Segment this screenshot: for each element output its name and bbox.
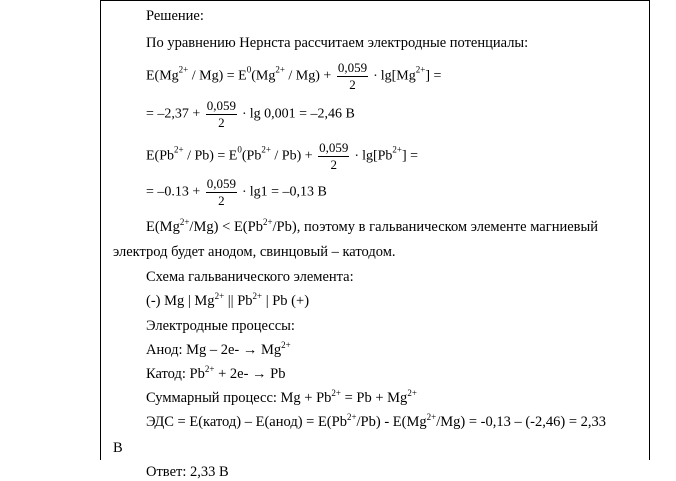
equation-pb-result: = –0.13 + $\frac{0,059}{2}$ · lg1 = –0,13 В (146, 176, 327, 208)
equation-pb-nernst: $E(Pb^{2+} / Pb) = E^0(Pb^{2+} / Pb)$ + $\frac{0,059}{2}$ · $\lg[Pb^{2+}]$ = (146, 140, 419, 172)
table-border-top (100, 0, 650, 1)
table-border-left (100, 0, 101, 460)
emf-line: ЭДС = Е(катод) – Е(анод) = $E(Pb^{2+}/Pb) - E(Mg^{2+}/Mg) = -0,13 - (-2,46) = 2,33$ (146, 412, 606, 430)
processes-title: Электродные процессы: (146, 318, 295, 334)
emf-unit: В (113, 440, 123, 456)
solution-heading: Решение: (146, 8, 204, 24)
cell-scheme: (-) Mg | $Mg^{2+}$ || $Pb^{2+}$ | Pb (+) (146, 291, 310, 309)
fraction: $\frac{0,059}{2}$ (319, 140, 349, 172)
fraction: $\frac{0,059}{2}$ (337, 60, 368, 92)
cathode-process: Катод: $Pb^{2+} + 2e- \to Pb$ (146, 364, 286, 382)
anode-process: Анод: $Mg - 2e- \to Mg^{2+}$ (146, 340, 291, 358)
fraction: $\frac{0,059}{2}$ (206, 176, 237, 208)
scheme-title: Схема гальванического элемента: (146, 269, 354, 285)
equation-mg-nernst: $E(Mg^{2+} / Mg) = E^0(Mg^{2+} / Mg)$ + $\frac{0,059}{2}$ · $\lg[Mg^{2+}]$ = (146, 60, 442, 92)
fraction: $\frac{0,059}{2}$ (206, 98, 237, 130)
comparison-line-1: $E(Mg^{2+}/Mg) < E(Pb^{2+}/Pb)$, поэтому в гальваническом элементе магниевый (146, 217, 598, 235)
answer-text: Ответ: 2,33 В (146, 464, 229, 480)
equation-mg-result: = –2,37 + $\frac{0,059}{2}$ · lg 0,001 = –2,46 В (146, 98, 355, 130)
total-process: Суммарный процесс: $Mg + Pb^{2+} = Pb + Mg^{2+}$ (146, 388, 417, 406)
intro-text: По уравнению Нернста рассчитаем электродные потенциалы: (146, 35, 529, 51)
comparison-line-2: электрод будет анодом, свинцовый – катодом. (113, 244, 396, 260)
table-border-right (649, 0, 650, 460)
